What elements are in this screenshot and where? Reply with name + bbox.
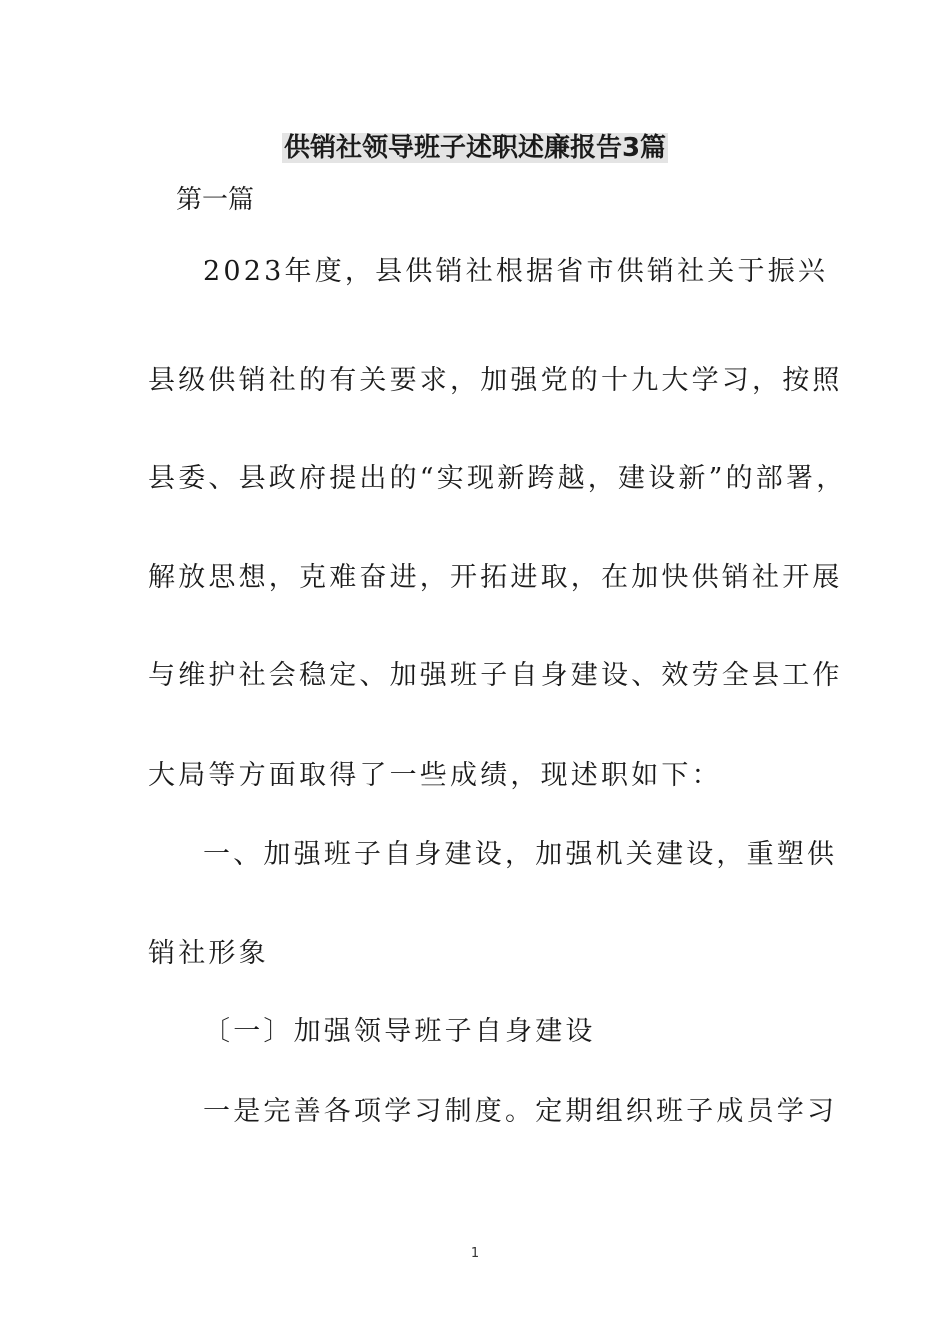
paragraph-line: 一是完善各项学习制度。定期组织班子成员学习 <box>203 1096 838 1127</box>
paragraph-line: 解放思想，克难奋进，开拓进取，在加快供销社开展 <box>148 562 843 593</box>
document-title <box>0 128 950 168</box>
page-number: 1 <box>470 1246 480 1261</box>
heading-line: 一、加强班子自身建设，加强机关建设，重塑供 <box>203 839 838 870</box>
paragraph-line: 县委、县政府提出的“实现新跨越，建设新”的部署， <box>148 463 847 494</box>
section-label: 第一篇 <box>176 185 255 215</box>
document-title-text: 供销社领导班子述职述廉报告3篇 <box>283 133 667 163</box>
paragraph-line: 与维护社会稳定、加强班子自身建设、效劳全县工作 <box>148 660 843 691</box>
subheading-line: 〔一〕加强领导班子自身建设 <box>203 1016 596 1047</box>
paragraph-line: 大局等方面取得了一些成绩，现述职如下： <box>148 760 722 791</box>
paragraph-line: 县级供销社的有关要求，加强党的十九大学习，按照 <box>148 365 843 396</box>
paragraph-line: 2023年度，县供销社根据省市供销社关于振兴 <box>203 256 829 287</box>
heading-line: 销社形象 <box>148 938 269 969</box>
